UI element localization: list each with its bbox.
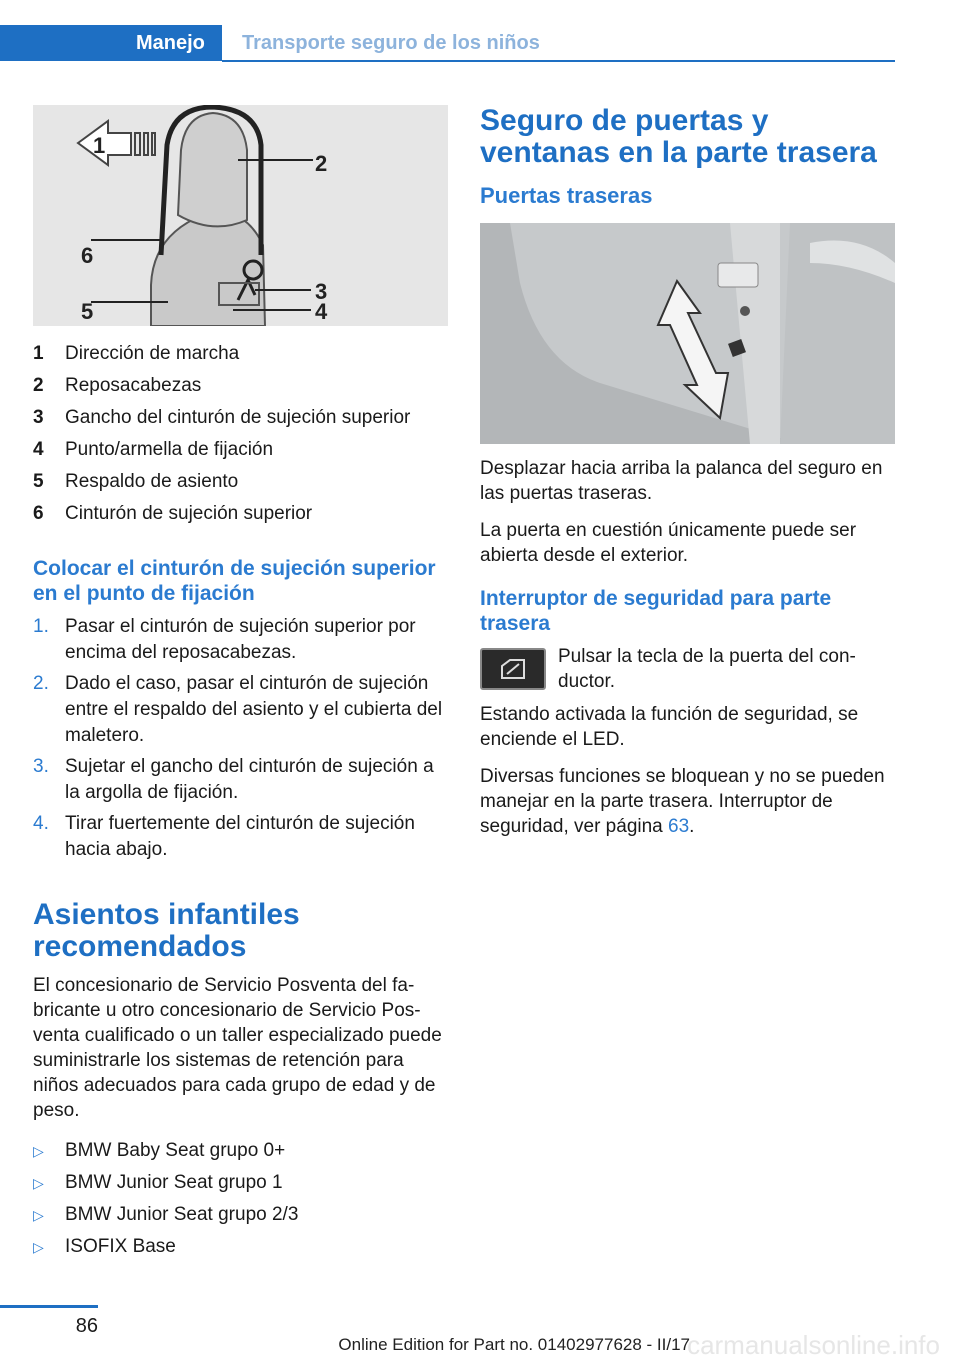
page-header bbox=[0, 0, 895, 62]
page-number: 86 bbox=[75, 1315, 98, 1337]
callout-4: 4 bbox=[315, 299, 328, 324]
child-lock-switch-icon bbox=[480, 648, 546, 690]
switch-row bbox=[480, 644, 895, 694]
step-item: 2. Dado el caso, pasar el cinturón de sujeción entre el respaldo del asiento y el cubierta del maletero. bbox=[33, 673, 443, 746]
switch-p2: Estando activada la función de seguridad, se enciende el LED. bbox=[480, 704, 859, 750]
list-item: ▷ BMW Baby Seat grupo 0+ bbox=[33, 1140, 286, 1161]
recommended-list bbox=[33, 1135, 448, 1263]
callout-5: 5 bbox=[81, 299, 94, 324]
recommended-heading: Asientos infantiles recomendados bbox=[33, 898, 300, 963]
rear-doors-p1: Desplazar hacia arriba la palanca del seguro en las puertas traseras. bbox=[480, 458, 883, 504]
right-heading: Seguro de puertas y ventanas en la parte trasera bbox=[480, 104, 877, 169]
page-link[interactable]: 63 bbox=[668, 816, 690, 837]
rear-doors-p2: La puerta en cuestión únicamente puede ser abierta desde el exterior. bbox=[480, 520, 857, 566]
callout-1: 1 bbox=[93, 133, 106, 158]
switch-p3: Diversas funciones se bloquean y no se pueden manejar en la parte trasera. Interruptor de seguridad, ver página 63. bbox=[480, 766, 885, 837]
switch-heading: Interruptor de seguridad para parte trasera bbox=[480, 587, 832, 635]
legend-item: 5 Respaldo de asiento bbox=[33, 471, 239, 492]
edition-line: Online Edition for Part no. 01402977628 - II/17 bbox=[338, 1335, 690, 1354]
legend-item: 6 Cinturón de sujeción superior bbox=[33, 503, 313, 524]
top-tether-illustration bbox=[33, 105, 448, 326]
figure-legend bbox=[33, 338, 448, 530]
callout-6: 6 bbox=[81, 243, 94, 268]
footer-rule bbox=[0, 1305, 98, 1308]
step-item: 4. Tirar fuertemente del cinturón de sujeción hacia abajo. bbox=[33, 813, 415, 860]
rear-door-lock-photo bbox=[480, 223, 895, 444]
callout-2: 2 bbox=[315, 151, 328, 176]
watermark: carmanualsonline.info bbox=[687, 1330, 940, 1360]
recommended-body: El concesionario de Servicio Posventa del fabricante u otro concesionario de Servicio Posventa cualificado o un taller especializado puede suministrarle los sistemas de retención para niños adecuados para cada grupo de edad y de peso. bbox=[33, 975, 442, 1121]
callout-3: 3 bbox=[315, 279, 328, 304]
list-item: ▷ BMW Junior Seat grupo 1 bbox=[33, 1172, 283, 1193]
header-rule bbox=[222, 60, 895, 62]
right-column bbox=[480, 105, 895, 851]
left-column bbox=[33, 105, 448, 1263]
list-item: ▷ BMW Junior Seat grupo 2/3 bbox=[33, 1204, 299, 1225]
legend-item: 4 Punto/armella de fijación bbox=[33, 439, 274, 460]
section-tab[interactable]: Manejo bbox=[0, 25, 222, 61]
legend-item: 3 Gancho del cinturón de sujeción superior bbox=[33, 407, 411, 428]
list-item: ▷ ISOFIX Base bbox=[33, 1236, 176, 1257]
attach-heading: Colocar el cinturón de sujeción superior en el punto de fijación bbox=[33, 557, 436, 605]
subsection-title[interactable]: Transporte seguro de los niños bbox=[242, 32, 540, 54]
step-item: 1. Pasar el cinturón de sujeción superior por encima del reposacabezas. bbox=[33, 616, 416, 663]
legend-item: 2 Reposacabezas bbox=[33, 375, 202, 396]
rear-doors-heading: Puertas traseras bbox=[480, 183, 653, 208]
switch-p1: Pulsar la tecla de la puerta del conductor. bbox=[558, 646, 856, 692]
step-item: 3. Sujetar el gancho del cinturón de sujeción a la argolla de fijación. bbox=[33, 756, 434, 803]
legend-item: 1 Dirección de marcha bbox=[33, 343, 240, 364]
attach-steps bbox=[33, 614, 448, 863]
